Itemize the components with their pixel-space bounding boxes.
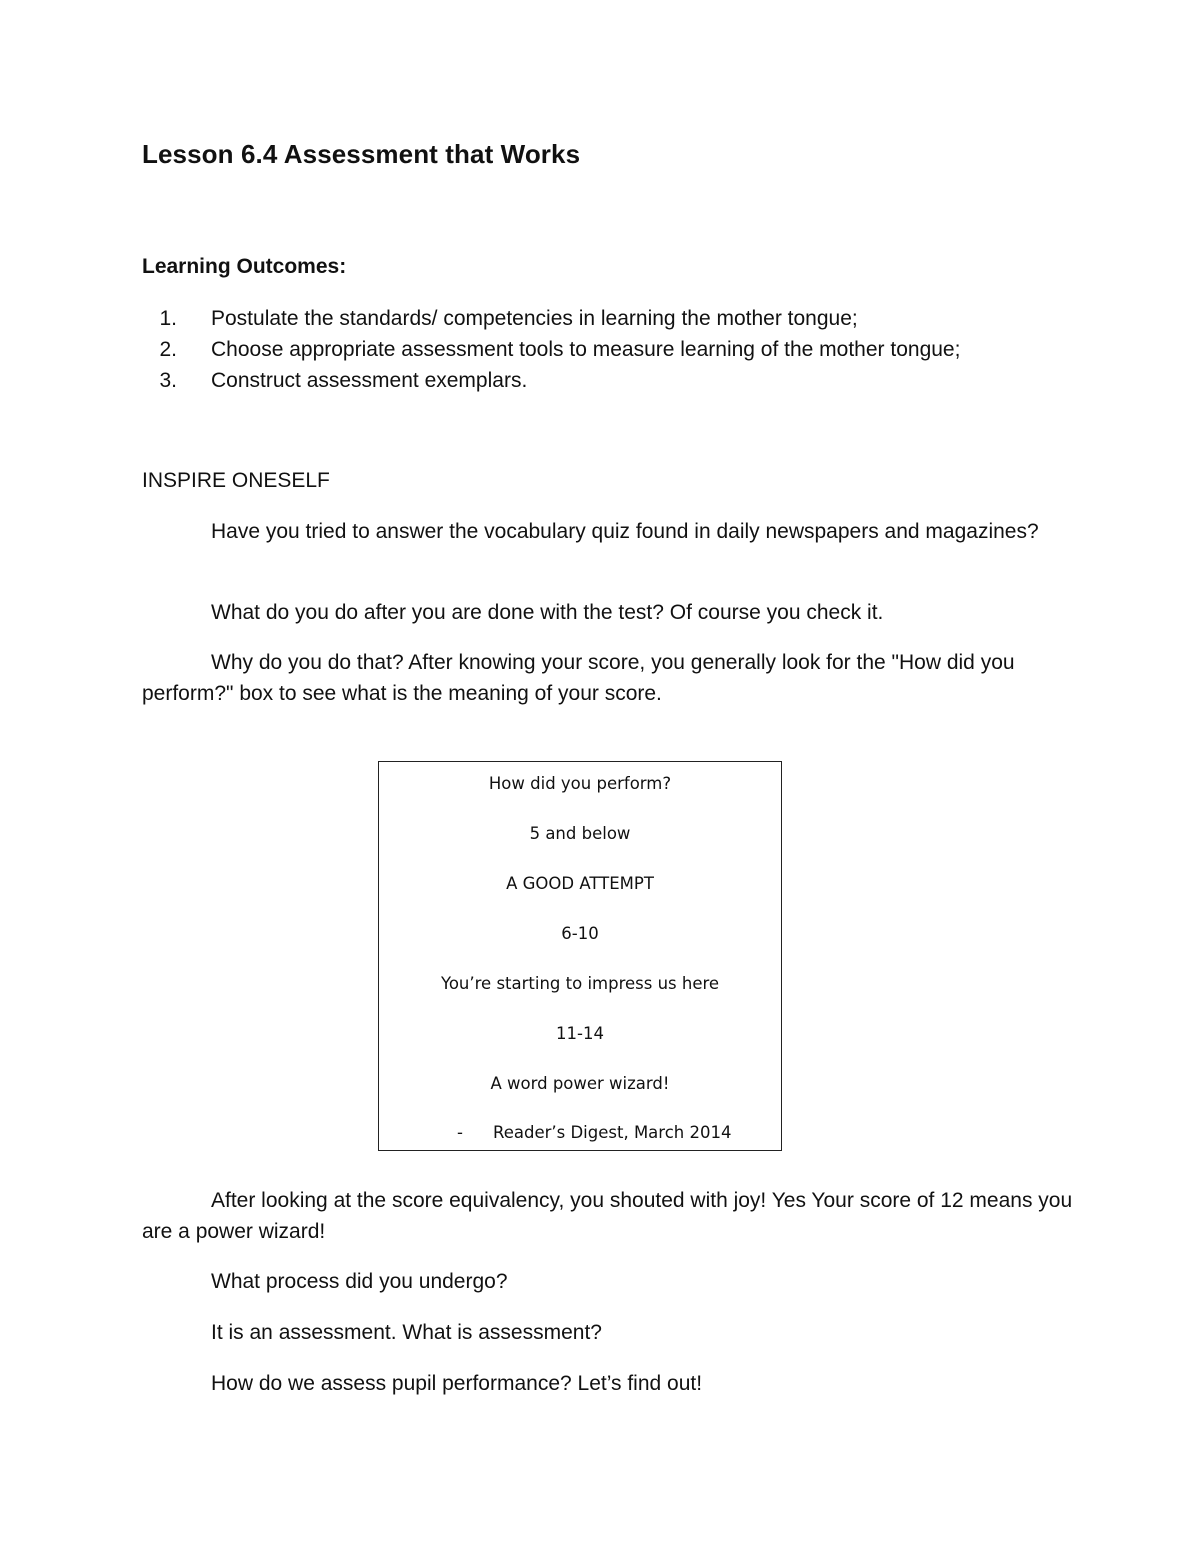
- section-label-inspire-oneself: INSPIRE ONESELF: [142, 469, 330, 492]
- paragraph-process-question: What process did you undergo?: [211, 1270, 508, 1293]
- list-item-number: 1.: [159, 307, 177, 330]
- paragraph-assess-performance: How do we assess pupil performance? Let’s find out!: [211, 1372, 703, 1395]
- score-box-source: [379, 1123, 781, 1142]
- paragraph-score-equivalency: After looking at the score equivalency, you shouted with joy! Yes Your score of 12 means you are a power wizard!: [142, 1189, 1073, 1243]
- source-citation: Reader’s Digest, March 2014: [493, 1123, 732, 1142]
- score-label-3: A word power wizard!: [490, 1074, 670, 1093]
- paragraph-assessment-question: It is an assessment. What is assessment?: [211, 1321, 602, 1344]
- paragraph-vocabulary-quiz: Have you tried to answer the vocabulary quiz found in daily newspapers and magazines?: [211, 520, 1039, 543]
- list-item-text: Postulate the standards/ competencies in learning the mother tongue;: [211, 307, 858, 330]
- learning-outcomes-heading: Learning Outcomes:: [142, 255, 347, 278]
- score-box-heading: How did you perform?: [488, 774, 672, 793]
- lesson-title: Lesson 6.4 Assessment that Works: [142, 139, 581, 169]
- list-item: [142, 305, 960, 336]
- paragraph-check-test: What do you do after you are done with the test? Of course you check it.: [211, 601, 884, 624]
- score-range-2: 6-10: [561, 924, 599, 943]
- list-item: [142, 336, 960, 367]
- list-item-text: Choose appropriate assessment tools to measure learning of the mother tongue;: [211, 338, 961, 361]
- score-box: [378, 761, 782, 1151]
- score-range-1: 5 and below: [529, 824, 631, 843]
- list-item: [142, 367, 960, 398]
- list-item-text: Construct assessment exemplars.: [211, 369, 528, 392]
- score-label-2: You’re starting to impress us here: [440, 974, 720, 993]
- score-label-1: A GOOD ATTEMPT: [506, 874, 654, 893]
- list-item-number: 2.: [159, 338, 177, 361]
- paragraph-why-check: Why do you do that? After knowing your score, you generally look for the "How did you perform?" box to see what is the meaning of your score.: [142, 651, 1015, 705]
- score-range-3: 11-14: [556, 1024, 604, 1043]
- source-dash: -: [457, 1123, 463, 1142]
- list-item-number: 3.: [159, 369, 177, 392]
- learning-outcomes-list: [142, 305, 960, 398]
